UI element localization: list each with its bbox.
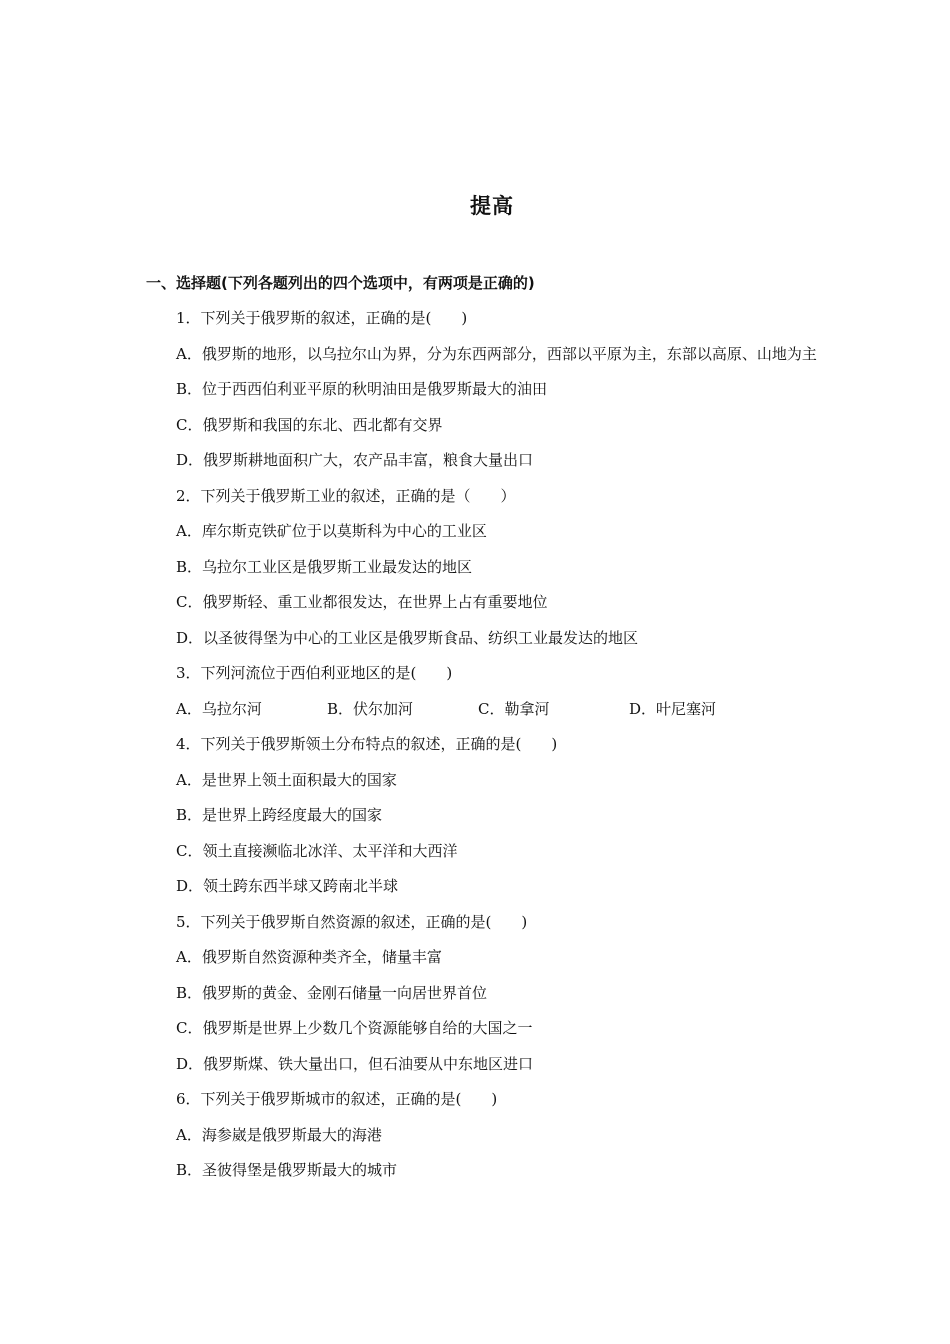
question-1-option-d: D．俄罗斯耕地面积广大，农产品丰富，粮食大量出口 — [176, 451, 534, 469]
question-3-option-c: C．勒拿河 — [478, 699, 550, 718]
question-2-option-a: A．库尔斯克铁矿位于以莫斯科为中心的工业区 — [176, 522, 487, 540]
question-2-option-d: D．以圣彼得堡为中心的工业区是俄罗斯食品、纺织工业最发达的地区 — [176, 628, 639, 647]
question-5-option-c: C．俄罗斯是世界上少数几个资源能够自给的大国之一 — [176, 1019, 533, 1037]
question-6-stem: 6．下列关于俄罗斯城市的叙述，正确的是( ) — [176, 1090, 498, 1108]
question-1-option-c: C．俄罗斯和我国的东北、西北都有交界 — [176, 415, 443, 434]
question-5-stem: 5．下列关于俄罗斯自然资源的叙述，正确的是( ) — [176, 912, 528, 931]
question-4-option-d: D．领土跨东西半球又跨南北半球 — [176, 877, 399, 895]
question-list — [146, 301, 826, 1189]
question-5-option-b: B．俄罗斯的黄金、金刚石储量一向居世界首位 — [176, 983, 488, 1002]
question-2-option-c: C．俄罗斯轻、重工业都很发达，在世界上占有重要地位 — [176, 593, 548, 611]
question-1-stem: 1．下列关于俄罗斯的叙述，正确的是( ) — [176, 309, 468, 327]
page-title: 提高 — [470, 194, 514, 218]
question-4-option-b: B．是世界上跨经度最大的国家 — [176, 806, 383, 824]
section-heading: 一、选择题(下列各题列出的四个选项中，有两项是正确的) — [146, 274, 535, 292]
question-5-option-a: A．俄罗斯自然资源种类齐全，储量丰富 — [176, 948, 442, 966]
question-4-option-a: A．是世界上领土面积最大的国家 — [176, 770, 397, 789]
question-3-stem: 3．下列河流位于西伯利亚地区的是( ) — [176, 664, 453, 682]
question-3-option-a: A．乌拉尔河 — [176, 699, 262, 718]
question-1-option-b: B．位于西西伯利亚平原的秋明油田是俄罗斯最大的油田 — [176, 380, 548, 398]
question-5-option-d: D．俄罗斯煤、铁大量出口，但石油要从中东地区进口 — [176, 1054, 534, 1073]
question-4-option-c: C．领土直接濒临北冰洋、太平洋和大西洋 — [176, 841, 458, 860]
question-3-option-b: B．伏尔加河 — [327, 699, 414, 718]
question-1-option-a: A．俄罗斯的地形，以乌拉尔山为界，分为东西两部分，西部以平原为主，东部以高原、山地为主 — [176, 344, 817, 363]
question-2-option-b: B．乌拉尔工业区是俄罗斯工业最发达的地区 — [176, 557, 473, 576]
question-4-stem: 4．下列关于俄罗斯领土分布特点的叙述，正确的是( ) — [176, 735, 558, 753]
question-6-option-b: B．圣彼得堡是俄罗斯最大的城市 — [176, 1161, 398, 1179]
question-2-stem: 2．下列关于俄罗斯工业的叙述，正确的是（ ） — [176, 486, 516, 505]
question-3-options — [146, 692, 826, 728]
question-6-option-a: A．海参崴是俄罗斯最大的海港 — [176, 1125, 382, 1144]
question-3-option-d: D．叶尼塞河 — [629, 699, 717, 718]
